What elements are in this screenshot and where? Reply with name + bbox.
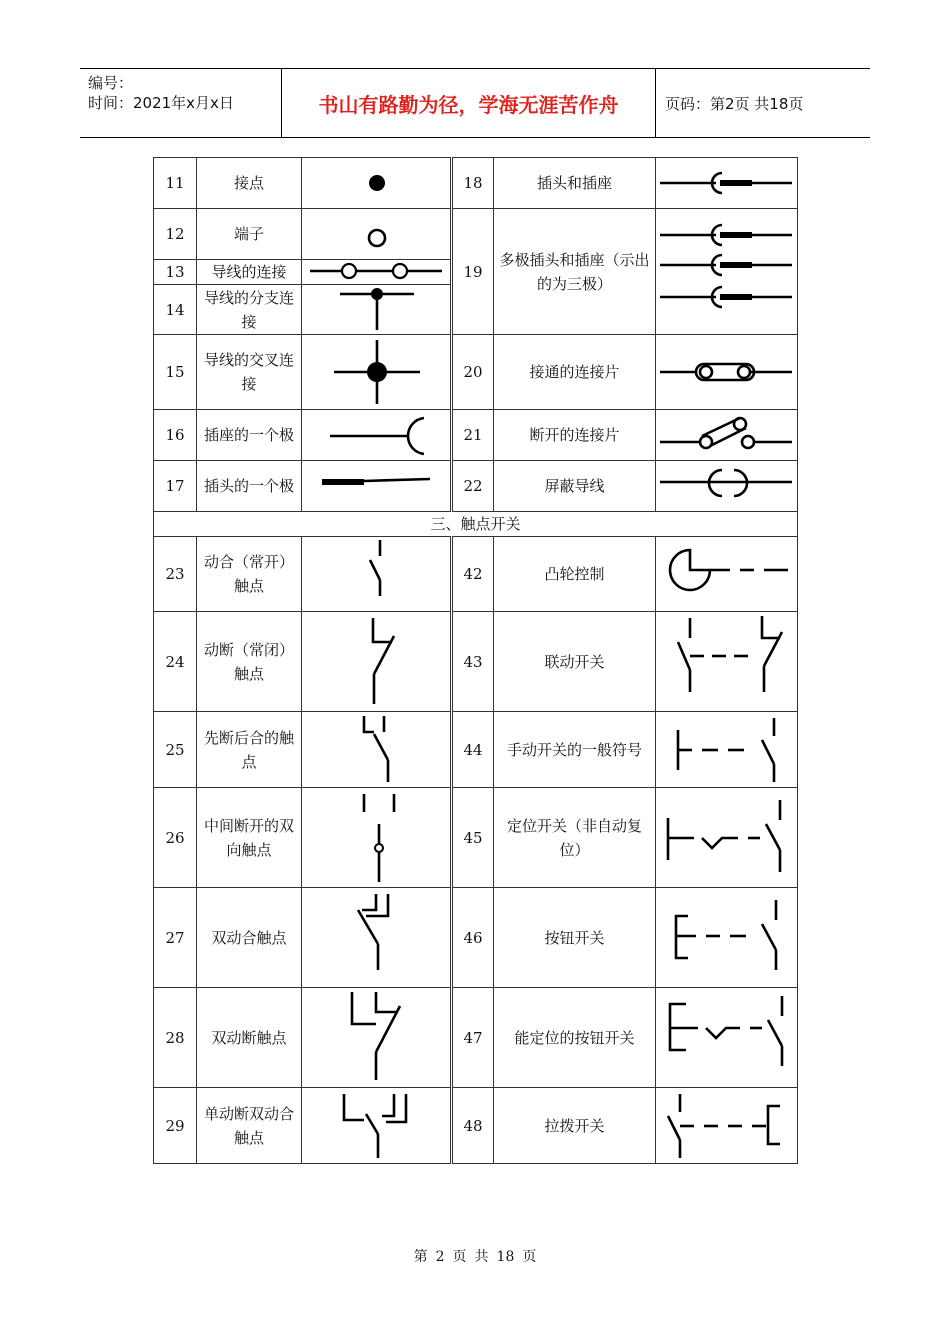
item-name: 接点	[197, 158, 302, 209]
symbol-table	[153, 157, 798, 1164]
open-circle-terminal-symbol	[302, 214, 452, 254]
item-number: 42	[452, 537, 494, 612]
item-number: 21	[452, 410, 494, 461]
latching-push-button-symbol	[656, 990, 798, 1086]
table-row	[154, 461, 798, 512]
footer-total-num: 18	[496, 1249, 515, 1265]
branch-connection-symbol	[302, 286, 452, 334]
item-number: 12	[154, 209, 197, 260]
table-row	[154, 410, 798, 461]
make-contact-symbol	[302, 538, 452, 610]
table-row	[154, 1088, 798, 1164]
item-name: 端子	[197, 209, 302, 260]
section-title: 三、触点开关	[154, 512, 798, 537]
item-name: 导线的交叉连接	[197, 335, 302, 410]
double-make-contact-symbol	[302, 890, 452, 986]
table-row	[154, 712, 798, 788]
item-number: 20	[452, 335, 494, 410]
footer-page-word: 第	[413, 1249, 428, 1265]
item-name: 双动合触点	[197, 888, 302, 988]
item-name: 单动断双动合触点	[197, 1088, 302, 1164]
push-button-switch-symbol	[656, 890, 798, 986]
linked-switch-symbol	[656, 614, 798, 710]
item-number: 25	[154, 712, 197, 788]
item-name: 按钮开关	[494, 888, 656, 988]
table-row	[154, 209, 798, 260]
item-number: 26	[154, 788, 197, 888]
item-number: 46	[452, 888, 494, 988]
item-number: 43	[452, 612, 494, 712]
item-number: 47	[452, 988, 494, 1088]
header-meta	[88, 73, 280, 113]
item-number: 45	[452, 788, 494, 888]
item-number: 11	[154, 158, 197, 209]
item-number: 28	[154, 988, 197, 1088]
filled-dot-symbol	[302, 163, 452, 203]
item-number: 24	[154, 612, 197, 712]
serial-label: 编号：	[88, 74, 134, 92]
table-row	[154, 335, 798, 410]
three-pole-plug-socket-symbol	[656, 213, 798, 331]
item-number: 27	[154, 888, 197, 988]
pull-switch-symbol	[656, 1090, 798, 1162]
item-name: 联动开关	[494, 612, 656, 712]
item-name: 导线的连接	[197, 260, 302, 285]
table-row	[154, 158, 798, 209]
table-row	[154, 788, 798, 888]
manual-switch-symbol	[656, 714, 798, 786]
item-name: 断开的连接片	[494, 410, 656, 461]
item-number: 19	[452, 209, 494, 335]
header-motto: 书山有路勤为径，学海无涯苦作舟	[281, 69, 656, 137]
item-name: 插头的一个极	[197, 461, 302, 512]
cam-control-symbol	[656, 538, 798, 610]
item-name: 插座的一个极	[197, 410, 302, 461]
item-name: 动合（常开）触点	[197, 537, 302, 612]
item-name: 手动开关的一般符号	[494, 712, 656, 788]
double-break-contact-symbol	[302, 990, 452, 1086]
item-name: 动断（常闭）触点	[197, 612, 302, 712]
document-header	[80, 68, 870, 138]
item-number: 13	[154, 260, 197, 285]
plug-socket-symbol	[656, 163, 798, 203]
item-name: 中间断开的双向触点	[197, 788, 302, 888]
item-number: 14	[154, 285, 197, 335]
item-number: 23	[154, 537, 197, 612]
item-name: 定位开关（非自动复位）	[494, 788, 656, 888]
item-name: 多极插头和插座（示出的为三极）	[494, 209, 656, 335]
footer-total-unit: 页	[522, 1249, 537, 1265]
item-name: 双动断触点	[197, 988, 302, 1088]
item-name: 接通的连接片	[494, 335, 656, 410]
table-row	[154, 612, 798, 712]
item-number: 22	[452, 461, 494, 512]
socket-pole-symbol	[302, 412, 452, 458]
shielded-wire-symbol	[656, 464, 798, 508]
center-off-changeover-symbol	[302, 790, 452, 886]
item-number: 16	[154, 410, 197, 461]
item-number: 44	[452, 712, 494, 788]
item-number: 15	[154, 335, 197, 410]
open-link-symbol	[656, 412, 798, 458]
plug-pole-symbol	[302, 466, 452, 506]
table-row	[154, 888, 798, 988]
item-number: 17	[154, 461, 197, 512]
item-name: 能定位的按钮开关	[494, 988, 656, 1088]
latching-switch-symbol	[656, 790, 798, 886]
break-before-make-symbol	[302, 714, 452, 786]
closed-link-symbol	[656, 352, 798, 392]
item-number: 29	[154, 1088, 197, 1164]
item-name: 拉拨开关	[494, 1088, 656, 1164]
item-number: 48	[452, 1088, 494, 1164]
cross-connection-symbol	[302, 336, 452, 408]
page-footer	[0, 1246, 950, 1266]
header-page-info: 页码：第2页 共18页	[665, 94, 804, 113]
table-row	[154, 512, 798, 537]
item-number: 18	[452, 158, 494, 209]
break-contact-symbol	[302, 614, 452, 710]
wire-connection-symbol	[302, 261, 452, 283]
footer-page-num: 2	[435, 1249, 445, 1265]
date-label: 时间：2021年x月x日	[88, 94, 234, 112]
item-name: 凸轮控制	[494, 537, 656, 612]
single-break-double-make-symbol	[302, 1090, 452, 1162]
item-name: 导线的分支连接	[197, 285, 302, 335]
item-name: 先断后合的触点	[197, 712, 302, 788]
item-name: 屏蔽导线	[494, 461, 656, 512]
table-row	[154, 988, 798, 1088]
item-name: 插头和插座	[494, 158, 656, 209]
footer-total-word: 共	[474, 1249, 489, 1265]
footer-page-unit: 页	[452, 1249, 467, 1265]
table-row	[154, 537, 798, 612]
